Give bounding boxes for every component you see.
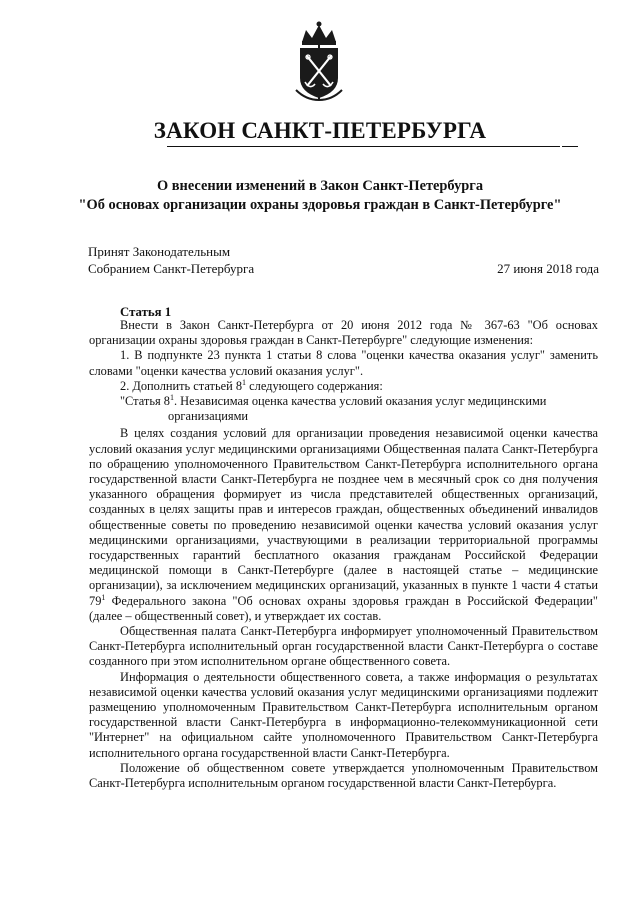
paragraph-2: Общественная палата Санкт-Петербурга информирует уполномоченный Правительством Санкт-Петербурга исполнительный орган государственной власти Санкт-Петербурга о составе созданного при этом исполнительном органе общественного совета. xyxy=(89,624,598,669)
amendment-item-1: 1. В подпункте 23 пункта 1 статьи 8 слова "оценки качества оказания услуг" заменить словами "оценки качества условий оказания услуг". xyxy=(89,348,598,378)
subtitle-line-2: "Об основах организации охраны здоровья граждан в Санкт-Петербурге" xyxy=(78,197,562,213)
title-underline xyxy=(167,146,560,147)
new-article-title xyxy=(89,394,598,409)
new-article-title-line-2: организациями xyxy=(168,409,249,424)
new-article-superscript: 1 xyxy=(169,392,174,402)
adoption-line-1: Принят Законодательным xyxy=(88,244,231,259)
coat-of-arms-icon xyxy=(288,20,350,104)
paragraph-1-superscript: 1 xyxy=(101,592,106,602)
new-article-title-text: . Независимая оценка качества условий оказания услуг медицинскими xyxy=(173,394,547,409)
title-underline-end xyxy=(562,146,578,147)
subtitle-line-1: О внесении изменений в Закон Санкт-Петербурга xyxy=(156,178,484,194)
adoption-line-2: Собранием Санкт-Петербурга xyxy=(88,261,255,276)
adoption-date: 27 июня 2018 года xyxy=(497,261,599,276)
adoption-note xyxy=(88,243,254,277)
item-2-superscript: 1 xyxy=(242,377,247,387)
new-article-prefix: "Статья 8 xyxy=(120,394,170,409)
paragraph-1 xyxy=(89,426,598,624)
amendment-item-2 xyxy=(89,379,598,394)
paragraph-3: Информация о деятельности общественного совета, а также информация о результатах независимой оценки качества условий оказания услуг медицинскими организациями подлежит размещению уполномоченным Правительством Санкт-Петербурга исполнительным органом государственной власти Санкт-Петербурга в информационно-телекоммуникационной сети "Интернет" на официальном сайте уполномоченного Правительством Санкт-Петербурга исполнительного органа государственной власти Санкт-Петербурга. xyxy=(89,669,598,760)
paragraph-1-text: В целях создания условий для организации проведения независимой оценки качества условий оказания услуг медицинскими организациями Общественная палата Санкт-Петербурга по обращению уполномоченного Правительством Санкт-Петербурга исполнительного органа государственной власти Санкт-Петербурга не позднее чем в месячный срок со дня получения указанного обращения формирует из числа представителей общественных организаций, созданных в целях защиты прав и интересов граждан, общественных объединений инвалидов общественные советы по проведению независимой оценки качества условий оказания услуг медицинскими организациями, участвующими в реализации территориальной программы государственных гарантий бесплатного оказания гражданам Российской Федерации медицинской помощи в Санкт-Петербурге (далее в настоящей статье – медицинские организации), за исключением медицинских организаций, указанных в пункте 1 части 4 статьи 79 xyxy=(89,426,598,608)
paragraph-1-text-end: Федерального закона "Об основах охраны здоровья граждан в Российской Федерации" (далее – общественный совет), и утверждает их состав. xyxy=(89,593,598,623)
article-body xyxy=(89,318,598,791)
law-title: ЗАКОН САНКТ-ПЕТЕРБУРГА xyxy=(153,118,487,143)
item-2-text: 2. Дополнить статьей 8 xyxy=(120,378,243,393)
article-heading: Статья 1 xyxy=(120,305,172,319)
paragraph-4: Положение об общественном совете утверждается уполномоченным Правительством Санкт-Петербурга исполнительным органом государственной власти Санкт-Петербурга. xyxy=(89,760,598,791)
item-2-text-end: следующего содержания: xyxy=(246,378,383,393)
article-intro: Внести в Закон Санкт-Петербурга от 20 июня 2012 года № 367-63 "Об основах организации охраны здоровья граждан в Санкт-Петербурге" следующие изменения: xyxy=(89,318,598,348)
